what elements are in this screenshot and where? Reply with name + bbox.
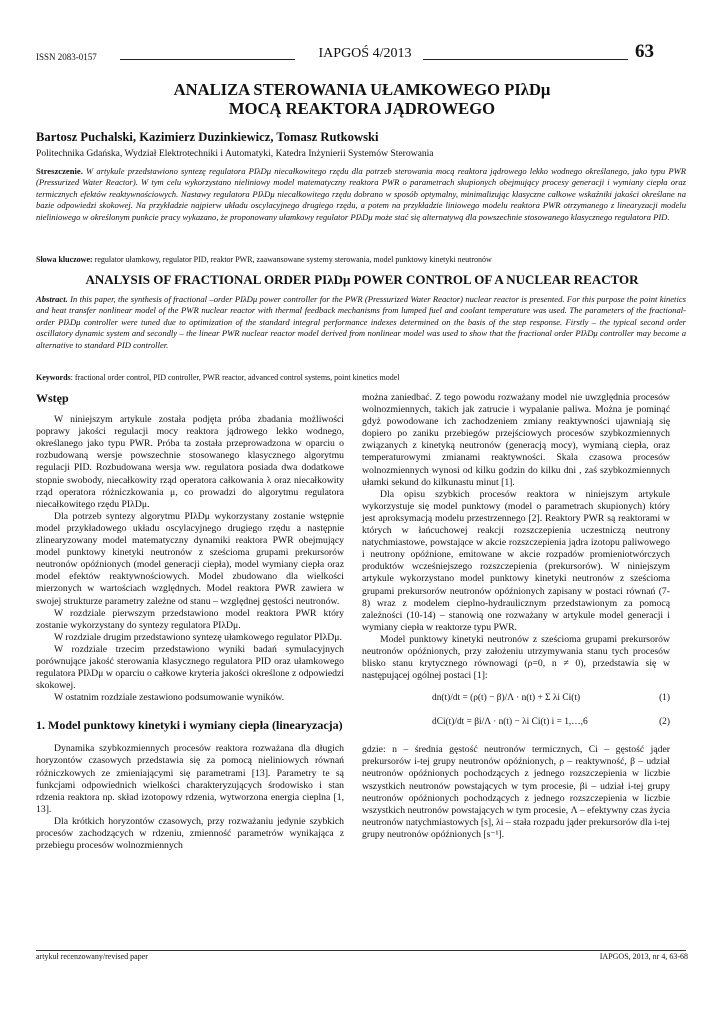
en-abstract-label: Abstract. — [36, 294, 68, 304]
journal-name: IAPGOŚ 4/2013 — [318, 46, 412, 61]
paper-title — [36, 80, 688, 118]
issn: ISSN 2083-0157 — [36, 52, 97, 62]
paragraph: można zaniedbać. Z tego powodu rozważany model nie uwzględnia procesów wolnozmiennych, takich jak zatrucie i wypalanie paliwa. Można je pominąć gdyż powodowane ich zachodzeniem zmiany reaktywności ujawniają się dopiero po zaniku przebiegów przejściowych procesów szybkozmiennych związanych z kinetyką neutronów (generacją mocy), wymianą ciepła, oraz temperaturowymi zmianami reaktywności. Skala czasowa procesów wolnozmiennych wynosi od kilku godzin do kilku dni , zaś szybkozmiennych ułamki sekund do kilkunastu minut [1]. — [362, 392, 670, 488]
equation-1-number: (1) — [659, 693, 670, 704]
title-line-1: ANALIZA STEROWANIA UŁAMKOWEGO PIλDμ — [173, 80, 551, 99]
pl-keywords — [36, 255, 686, 264]
authors: Bartosz Puchalski, Kazimierz Duzinkiewicz, Tomasz Rutkowski — [36, 130, 379, 144]
en-keywords-text: : fractional order control, PID controller, PWR reactor, advanced control systems, point kinetics model — [70, 373, 400, 382]
footer-right: IAPGOS, 2013, nr 4, 63-68 — [599, 952, 688, 961]
paragraph: Dla potrzeb syntezy algorytmu PIλDμ wykorzystany zostanie wstępnie model przykładowego układu oscylacyjnego drugiego rzędu a następnie zlinearyzowany model matematyczny dynamiki reaktora PWR obejmujący model punktowy kinetyki neutronów z sześcioma grupami prekursorów neutronów opóźnionych (model generacji ciepła), model wymiany ciepła oraz model efektów reaktywnościowych. Model zbudowano dla wielkości mierzonych w wartościach względnych. Model reaktora PWR zawiera w swojej strukturze parametry zależne od stanu – względnej gęstości neutronów. — [36, 510, 344, 607]
right-column — [362, 392, 670, 841]
paragraph: W ostatnim rozdziale zestawiono podsumowanie wyników. — [54, 692, 285, 704]
paragraph: Dla opisu szybkich procesów reaktora w niniejszym artykule wykorzystuje się model punktowy (model o parametrach skupionych) który jest aproksymacją modelu przestrzennego [2]. Reaktory PWR są reaktorami w których w łańcuchowej reakcji rozszczepienia uczestniczą neutrony natychmiastowe, powstające w akcie rozszczepienia jądra izotopu paliwowego i neutrony opóźnione, emitowane w akcie rozpadów promieniotwórczych produktów wcześniejszego rozszczepienia (prekursorów). W niniejszym artykule wykorzystano model punktowy kinetyki neutronów z sześcioma grupami prekursorów neutronów opóźnionych zapisany w postaci równań (7-8) wraz z modelem cieplno-hydraulicznym przedstawionym za pomocą zależności (10-14) – stanowią one rozważany w artykule model generacji i wymiany ciepła w reaktorze typu PWR. — [362, 488, 670, 633]
equation-1 — [362, 686, 670, 712]
paragraph: W rozdziale pierwszym przedstawiono model reaktora PWR który zostanie wykorzystany do syntezy regulatora PIλDμ. — [36, 607, 344, 631]
paragraph: W niniejszym artykule została podjęta próba zbadania możliwości poprawy jakości regulacji mocy reaktora jądrowego lekko wodnego, określanego jako typu PWR. Próba ta została przeprowadzona w oparciu o rozbudowaną wersje powszechnie stosowanego klasycznego algorytmu regulacji PID. Rozbudowana wersja ww. regulatora posiada dwa dodatkowe stopnie swobody, niecałkowity rząd operatora całkowania λ oraz niecałkowity rząd operatora różniczkowania μ, co prowadzi do algorytmu regulatora niecałkowitego rzędu PIλDμ. — [36, 414, 344, 510]
footer-left: artykuł recenzowany/revised paper — [36, 952, 148, 961]
paragraph: gdzie: n – średnia gęstość neutronów termicznych, Ci – gęstość jąder prekursorów i-tej grupy neutronów opóźnionych, ρ – reaktywność, β – udział neutronów opóźnionych pochodzących z jednego rozszczepienia w liczbie wszystkich neutronów powstających w tym procesie, βi – udział i-tej grupy neutronów opóźnionych pochodzących z jednego rozszczepienia w liczbie wszystkich neutronów powstających w tym procesie, Λ – efektywny czas życia neutronów natychmiastowych [s], λi – stała rozpadu jąder prekursorów dla i-tej grupy neutronów opóźnionych [s⁻¹]. — [362, 744, 670, 840]
en-abstract-text: In this paper, the synthesis of fractional –order PIλDμ power controller for the PWR (Pressurized Water Reactor) nuclear reactor is presented. For this purpose the point kinetics and heat transfer nonlinear model of the PWR nuclear reactor with thermal feedback mechanisms from lumped fuel and coolant temperature was used. The parameters of the fractional-order PIλDμ controller were tuned due to optimization of the standard integral performance indexes determined on the basis of the step response. Firstly – the typical second order oscillatory dynamic system and secondly – the linear PWR nuclear reactor model derived from nonlinear model was used to show that the fractional order PIλDμ controller may become a alternative to standard PID controller. — [36, 294, 686, 350]
pl-abstract-text: W artykule przedstawiono syntezę regulatora PIλDμ niecałkowitego rzędu dla potrzeb sterowania mocą reaktora jądrowego lekko wodnego określanego, jako typu PWR (Pressurized Water Reactor). W tym celu wykorzystano nieliniowy model matematyczny reaktora PWR o parametrach skupionych obejmujący procesy generacji i wymiany ciepła oraz termicznych efektów reaktywnościowych. Nastawy regulatora PIλDμ niecałkowitego rzędu dobrano w sposób optymalny, minimalizując klasyczne całkowe wskaźniki jakości określane na bazie odpowiedzi skokowej. Na przykładzie najpierw układu oscylacyjnego drugiego rzędu, a potem na przykładzie liniowego modelu reaktora PWR otrzymanego z linearyzacji modelu nieliniowego w określonym punkcie pracy wykazano, że proponowany ułamkowy regulator PIλDμ może stać się alternatywą dla powszechnie stosowanego klasycznego regulatora PID. — [36, 166, 686, 222]
page-number: 63 — [635, 41, 654, 62]
english-title: ANALYSIS OF FRACTIONAL ORDER PIλDμ POWER CONTROL OF A NUCLEAR REACTOR — [85, 272, 639, 287]
pl-abstract — [36, 166, 686, 223]
header-rule-right — [423, 59, 628, 60]
en-keywords — [36, 373, 686, 382]
en-abstract — [36, 294, 686, 351]
left-column — [36, 392, 344, 852]
section-1-heading: 1. Model punktowy kinetyki i wymiany ciepła (linearyzacja) — [36, 718, 343, 733]
pl-keywords-text: regulator ułamkowy, regulator PID, reaktor PWR, zaawansowane systemy sterowania, model punktowy kinetyki neutronów — [94, 255, 492, 264]
paragraph: W rozdziale drugim przedstawiono syntezę ułamkowego regulator PIλDμ. — [54, 631, 342, 643]
pl-keywords-label: Słowa kluczowe: — [36, 255, 93, 264]
footer-rule — [36, 950, 686, 951]
pl-abstract-label: Streszczenie. — [36, 166, 83, 176]
header-rule-left — [120, 59, 295, 60]
affiliation: Politechnika Gdańska, Wydział Elektrotechniki i Automatyki, Katedra Inżynierii Systemów Sterowania — [36, 148, 434, 159]
paragraph: Dynamika szybkozmiennych procesów reaktora rozważana dla długich horyzontów czasowych przedstawia się za pomocą nieliniowych równań różniczkowych ze zmieniającymi się parametrami [13]. Parametry te są funkcjami odpowiednich wielkości charakteryzujących środowisko i stan rdzenia reaktora np. skład izotopowy rdzenia, wytworzona energia cieplna [1, 13]. — [36, 743, 344, 815]
equation-2 — [362, 712, 670, 738]
equation-2-number: (2) — [659, 717, 670, 728]
en-keywords-label: Keywords — [36, 373, 71, 382]
title-line-2: MOCĄ REAKTORA JĄDROWEGO — [228, 99, 496, 118]
paragraph: Dla krótkich horyzontów czasowych, przy rozważaniu jedynie szybkich procesów zachodzących w rdzeniu, zmienność parametrów wynikająca z przebiegu procesów wolnozmiennych — [36, 815, 344, 852]
equation-2-text: dCi(t)/dt = βi/Λ · n(t) − λi Ci(t) i = 1,…,6 — [432, 717, 588, 728]
intro-heading: Wstęp — [36, 391, 69, 405]
paragraph: Model punktowy kinetyki neutronów z sześcioma grupami prekursorów neutronów opóźnionych, przy założeniu utrzymywania stanu tych procesów blisko stanu krytycznego równowagi (ρ=0, n ≠ 0), przedstawia się w następującej ogólnej postaci [1]: — [362, 633, 670, 682]
equation-1-text: dn(t)/dt = (ρ(t) − β)/Λ · n(t) + Σ λi Ci(t) — [432, 693, 581, 704]
paragraph: W rozdziale trzecim przedstawiono wyniki badań symulacyjnych porównujące jakość sterowania klasycznego regulatora PID oraz ułamkowego regulatora PIλDμ w oparciu o całkowe kryteria jakości określone z odpowiedzi skokowej. — [36, 643, 344, 692]
